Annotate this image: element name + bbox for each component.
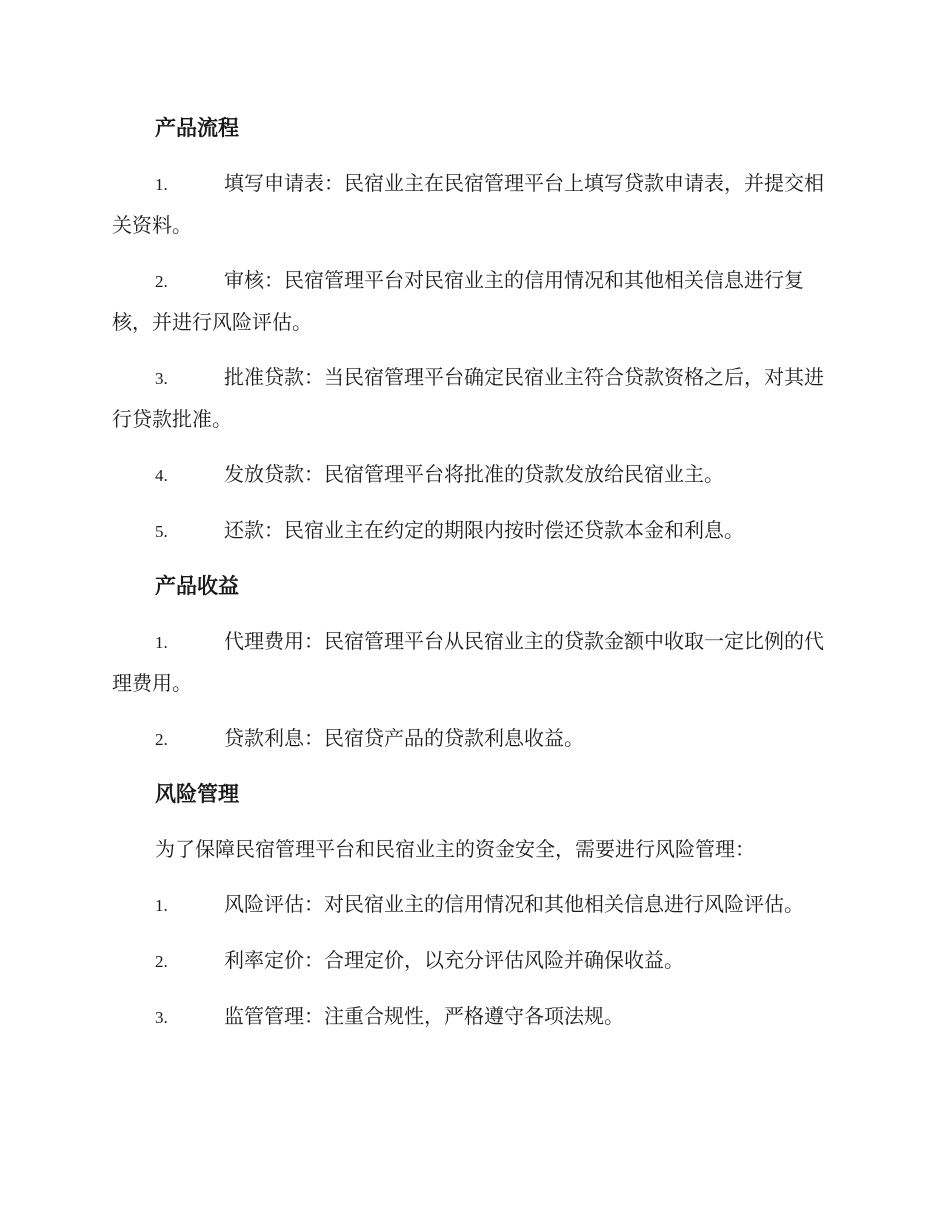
list-text: 审核：民宿管理平台对民宿业主的信用情况和其他相关信息进行复核，并进行风险评估。 xyxy=(112,268,804,334)
list-text: 贷款利息：民宿贷产品的贷款利息收益。 xyxy=(224,726,584,750)
list-item xyxy=(112,357,840,440)
list-item xyxy=(112,163,840,246)
document-body xyxy=(112,108,840,1052)
section-product-revenue xyxy=(112,566,840,760)
list-number: 4. xyxy=(155,466,168,485)
list-item xyxy=(112,621,840,704)
list-text: 利率定价：合理定价，以充分评估风险并确保收益。 xyxy=(224,948,684,972)
section-heading: 产品流程 xyxy=(155,116,239,140)
list-text: 批准贷款：当民宿管理平台确定民宿业主符合贷款资格之后，对其进行贷款批准。 xyxy=(112,365,824,431)
list-number: 2. xyxy=(155,730,168,749)
list-item xyxy=(112,260,840,343)
list-text: 还款：民宿业主在约定的期限内按时偿还贷款本金和利息。 xyxy=(224,518,744,542)
list-number: 3. xyxy=(155,369,168,388)
list-number: 2. xyxy=(155,272,168,291)
list-item xyxy=(112,454,840,496)
section-product-process xyxy=(112,108,840,552)
list-item xyxy=(112,940,840,982)
section-heading: 风险管理 xyxy=(155,782,239,806)
list-text: 填写申请表：民宿业主在民宿管理平台上填写贷款申请表，并提交相关资料。 xyxy=(112,171,824,237)
list-number: 3. xyxy=(155,1008,168,1027)
list-number: 1. xyxy=(155,633,168,652)
list-number: 1. xyxy=(155,175,168,194)
list-text: 发放贷款：民宿管理平台将批准的贷款发放给民宿业主。 xyxy=(224,462,724,486)
section-heading: 产品收益 xyxy=(155,574,239,598)
list-item xyxy=(112,510,840,552)
list-number: 1. xyxy=(155,896,168,915)
list-text: 风险评估：对民宿业主的信用情况和其他相关信息进行风险评估。 xyxy=(224,892,804,916)
list-item xyxy=(112,996,840,1038)
list-text: 监管管理：注重合规性，严格遵守各项法规。 xyxy=(224,1004,624,1028)
list-number: 5. xyxy=(155,522,168,541)
list-item xyxy=(112,718,840,760)
list-text: 代理费用：民宿管理平台从民宿业主的贷款金额中收取一定比例的代理费用。 xyxy=(112,629,824,695)
list-item xyxy=(112,884,840,926)
section-intro: 为了保障民宿管理平台和民宿业主的资金安全，需要进行风险管理： xyxy=(155,837,755,861)
section-risk-management xyxy=(112,774,840,1038)
list-number: 2. xyxy=(155,952,168,971)
